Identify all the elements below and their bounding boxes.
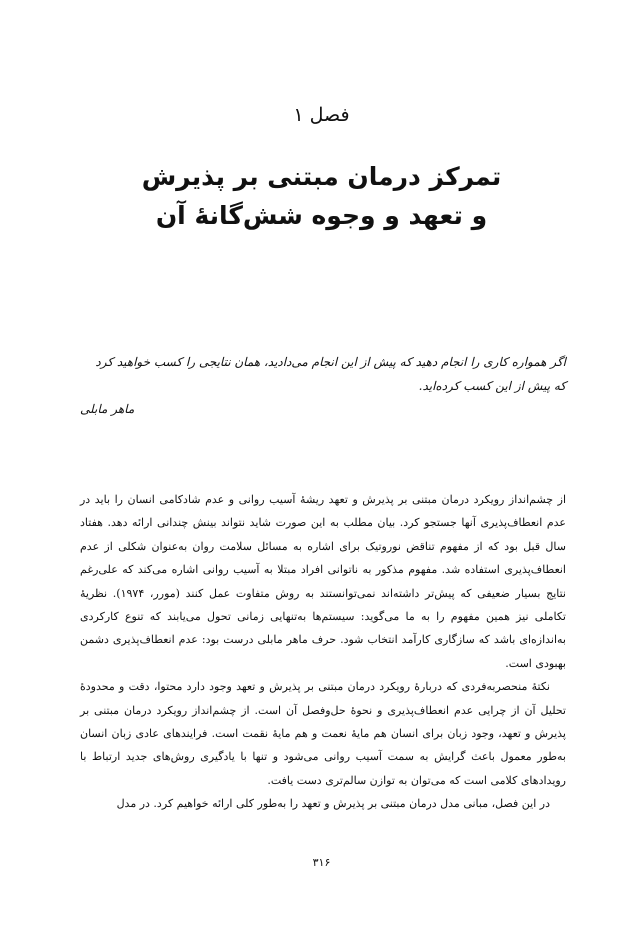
epigraph-line-1: اگر همواره کاری را انجام دهید که پیش از این انجام می‌دادید، همان نتایجی را کسب خواهید کرد xyxy=(95,355,566,369)
epigraph-line-2: که پیش از این کسب کرده‌اید. xyxy=(418,379,566,393)
paragraph-1: از چشم‌انداز رویکرد درمان مبتنی بر پذیرش و تعهد ریشهٔ آسیب روانی و عدم شادکامی انسان را باید در عدم انعطاف‌پذیری آنها جستجو کرد. بیان مطلب به این صورت شاید نتواند بینش چندانی ارائه دهد. هفتاد سال قبل بود که از مفهوم تناقض نوروتیک برای اشاره به مسائل سلامت روان به‌عنوان شکلی از عدم انعطاف‌پذیری استفاده شد. مفهوم مذکور به ناتوانی افراد مبتلا به آسیب روانی اشاره می‌کند که علی‌رغم نتایج بسیار ضعیفی که پیش‌تر داشته‌اند نمی‌توانستند به روش متفاوت عمل کنند (مورر، ۱۹۷۴). نظریهٔ تکاملی نیز همین مفهوم را به ما می‌گوید: سیستم‌ها به‌تنهایی زمانی تحول می‌یابند که تنوع کارکردی به‌اندازه‌ای باشد که سازگاری کارآمد انتخاب شود. حرف ماهر مابلی درست بود: عدم انعطاف‌پذیری دشمن بهبودی است. xyxy=(80,493,566,670)
epigraph-author: ماهر مابلی xyxy=(80,402,135,416)
page-number: ۳۱۶ xyxy=(312,856,331,869)
paragraph-2: نکتهٔ منحصربه‌فردی که دربارهٔ رویکرد درمان مبتنی بر پذیرش و تعهد وجود دارد محتوا، دقت و محدودهٔ تحلیل آن از چرایی عدم انعطاف‌پذیری و نحوهٔ حل‌وفصل آن است. از چشم‌انداز رویکرد درمان مبتنی بر پذیرش و تعهد، وجود زبان برای انسان هم مایهٔ نعمت و هم مایهٔ نقمت است. فرایندهای عادی زبان انسان به‌طور معمول باعث گرایش به سمت آسیب روانی می‌شود و تنها با یادگیری روش‌های جدید ارتباط با رویدادهای کلامی است که می‌توان به توازن سالم‌تری دست یافت. xyxy=(80,680,566,787)
body-text xyxy=(80,488,566,816)
paragraph-3: در این فصل، مبانی مدل درمان مبتنی بر پذیرش و تعهد را به‌طور کلی ارائه خواهیم کرد. در مدل xyxy=(116,797,550,811)
chapter-label: فصل ۱ xyxy=(293,104,350,126)
chapter-title-line-2: و تعهد و وجوه شش‌گانهٔ آن xyxy=(155,201,488,230)
epigraph xyxy=(80,350,566,398)
chapter-title-line-1: تمرکز درمان مبتنی بر پذیرش xyxy=(141,162,502,191)
